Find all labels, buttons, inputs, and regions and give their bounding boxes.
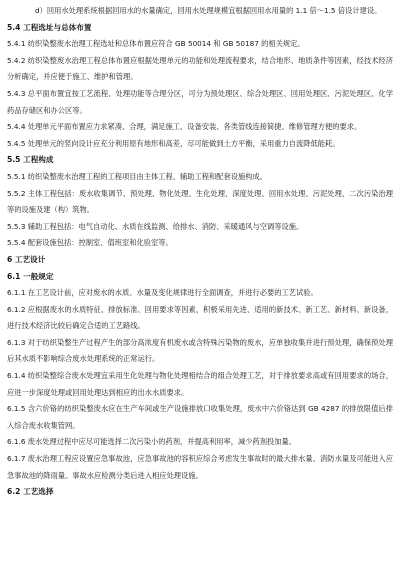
heading-5-4-site-layout: 5.4 工程选址与总体布置: [7, 22, 92, 32]
clause-5-4-1: 5.4.1 纺织染整废水治理工程选址和总体布置应符合 GB 50014 和 GB 50187 的相关规定。: [7, 39, 305, 49]
clause-5-5-1: 5.5.1 纺织染整废水治理工程的工程项目由主体工程、辅助工程和配套设施构成。: [7, 171, 268, 181]
clause-5-5-3: 5.5.3 辅助工程包括：电气自动化、水质在线监测、给排水、消防、采暖通风与空调等设施。: [7, 221, 304, 231]
heading-5-5-engineering-composition: 5.5 工程构成: [7, 155, 54, 165]
heading-6-1-general-provisions: 6.1 一般规定: [7, 271, 54, 281]
clause-5-4-3: 5.4.3 总平面布置宜按工艺流程、处理功能等合理分区，可分为预处理区、综合处理区、回用处理区、污泥处理区、化学药品存储区和办公区等。: [7, 88, 393, 115]
heading-6-process-design: 6 工艺设计: [7, 254, 46, 264]
clause-6-1-3: 6.1.3 对于纺织染整生产过程产生的部分高浓度有机废水或含特殊污染物的废水，应单独收集并进行预处理，确保预处理后其水质不影响综合废水处理系统的正常运行。: [7, 337, 393, 364]
clause-6-1-6: 6.1.6 废水处理过程中应尽可能选择二次污染小的药剂，并提高利用率，减少药剂投加量。: [7, 437, 297, 447]
clause-5-5-4: 5.5.4 配套设施包括：控制室、值班室和化验室等。: [7, 238, 173, 248]
clause-5-4-5: 5.4.5 处理单元的竖向设计应充分利用原有地形和高差，尽可能做到土方平衡，采用重力自流降低能耗。: [7, 138, 340, 148]
heading-6-2-process-selection: 6.2 工艺选择: [7, 487, 54, 497]
clause-6-1-4: 6.1.4 纺织染整综合废水处理宜采用生化处理与物化处理相结合的组合处理工艺，对于排放要求高或有回用要求的场合，应进一步深度处理或回用处理达到相应的出水水质要求。: [7, 371, 393, 397]
clause-6-1-5: 6.1.5 含六价铬的纺织染整废水应在生产车间或生产设施排放口收集处理，废水中六价铬达到 GB 4287 的排放限值后排入综合废水收集管网。: [7, 404, 393, 430]
clause-6-1-2: 6.1.2 应根据废水的水质特征、排放标准、回用要求等因素，积极采用先进、适用的新技术、新工艺、新材料、新设备，进行技术经济比较后确定合适的工艺路线。: [7, 304, 393, 331]
clause-5-4-2: 5.4.2 纺织染整废水治理工程总体布置应根据处理单元的功能和处理流程要求，结合地形、地质条件等因素，经技术经济分析确定，并应便于施工、维护和管理。: [7, 55, 393, 82]
paragraph-d-reuse-scale: d）回用水处理系统根据回用水的水量确定，回用水处理规模宜根据回用水用量的 1.1 倍～1.5 倍设计建设。: [35, 6, 382, 15]
clause-6-1-1: 6.1.1 在工艺设计前，应对废水的水质、水量及变化规律进行全面调查，并进行必要的工艺试验。: [7, 288, 318, 298]
clause-5-4-4: 5.4.4 处理单元平面布置应力求紧凑、合理，满足施工、设备安装、各类管线连接简捷、维修管理方便的要求。: [7, 122, 362, 132]
clause-6-1-7: 6.1.7 废水治理工程应设置应急事故池，应急事故池的容积应综合考虑发生事故时的最大排水量、消防水量及可能进入应急事故池的降雨量。事故水应检测分类后进入相应处理设施。: [7, 454, 393, 480]
clause-5-5-2: 5.5.2 主体工程包括：废水收集调节、预处理、物化处理、生化处理、深度处理、回用水处理、污泥处理、二次污染治理等的设施及建（构）筑物。: [7, 188, 393, 215]
